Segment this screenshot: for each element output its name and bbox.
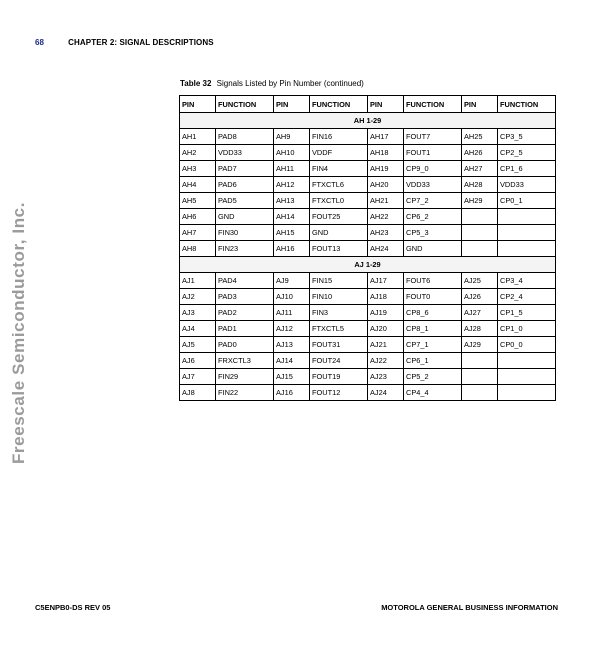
- pin-cell: AH14: [274, 209, 310, 225]
- pin-cell: AH7: [180, 225, 216, 241]
- pin-cell: AJ8: [180, 385, 216, 401]
- pin-cell: AH25: [462, 129, 498, 145]
- function-cell: FIN23: [216, 241, 274, 257]
- function-cell: FIN3: [310, 305, 368, 321]
- function-cell: CP2_4: [498, 289, 556, 305]
- table-header: [180, 96, 556, 113]
- function-cell: FOUT24: [310, 353, 368, 369]
- function-cell: CP8_1: [404, 321, 462, 337]
- column-header: FUNCTION: [216, 96, 274, 113]
- pin-cell: AJ19: [368, 305, 404, 321]
- pin-cell: AH10: [274, 145, 310, 161]
- pin-cell: AH9: [274, 129, 310, 145]
- function-cell: VDDF: [310, 145, 368, 161]
- pin-cell: AH13: [274, 193, 310, 209]
- pin-cell: AJ20: [368, 321, 404, 337]
- pin-cell: AJ13: [274, 337, 310, 353]
- pin-cell: AJ25: [462, 273, 498, 289]
- sidebar-vendor-text: Freescale Semiconductor, Inc.: [9, 201, 28, 465]
- pin-cell: AJ24: [368, 385, 404, 401]
- footer-info: MOTOROLA GENERAL BUSINESS INFORMATION: [381, 603, 558, 612]
- pin-cell: AH3: [180, 161, 216, 177]
- function-cell: FIN30: [216, 225, 274, 241]
- table-row: [180, 177, 556, 193]
- function-cell: FOUT6: [404, 273, 462, 289]
- function-cell: FTXCTL6: [310, 177, 368, 193]
- function-cell: PAD0: [216, 337, 274, 353]
- table-row: [180, 289, 556, 305]
- table-row: [180, 241, 556, 257]
- function-cell: VDD33: [498, 177, 556, 193]
- function-cell: FTXCTL0: [310, 193, 368, 209]
- page-number: 68: [35, 38, 44, 47]
- function-cell: PAD4: [216, 273, 274, 289]
- pin-cell: AJ16: [274, 385, 310, 401]
- group-header-row: [180, 113, 556, 129]
- table-row: [180, 369, 556, 385]
- function-cell: CP0_1: [498, 193, 556, 209]
- pin-cell: [462, 385, 498, 401]
- function-cell: CP5_3: [404, 225, 462, 241]
- table-row: [180, 161, 556, 177]
- table-row: [180, 193, 556, 209]
- pin-cell: AJ3: [180, 305, 216, 321]
- chapter-title: CHAPTER 2: SIGNAL DESCRIPTIONS: [68, 38, 214, 47]
- pin-cell: AH19: [368, 161, 404, 177]
- function-cell: CP7_1: [404, 337, 462, 353]
- column-header: PIN: [368, 96, 404, 113]
- pin-cell: AH29: [462, 193, 498, 209]
- function-cell: FOUT7: [404, 129, 462, 145]
- function-cell: FRXCTL3: [216, 353, 274, 369]
- table-row: [180, 145, 556, 161]
- function-cell: [498, 209, 556, 225]
- function-cell: PAD1: [216, 321, 274, 337]
- pin-cell: [462, 369, 498, 385]
- table-header-row: [180, 96, 556, 113]
- footer-doc-id: C5ENPB0-DS REV 05: [35, 603, 111, 612]
- function-cell: FTXCTL5: [310, 321, 368, 337]
- pin-cell: AH22: [368, 209, 404, 225]
- function-cell: [498, 369, 556, 385]
- pin-cell: AH27: [462, 161, 498, 177]
- table-row: [180, 129, 556, 145]
- function-cell: FOUT19: [310, 369, 368, 385]
- pin-cell: AJ21: [368, 337, 404, 353]
- function-cell: CP7_2: [404, 193, 462, 209]
- table-caption-text: Signals Listed by Pin Number (continued): [216, 79, 364, 88]
- pin-cell: AH20: [368, 177, 404, 193]
- pin-cell: AH16: [274, 241, 310, 257]
- column-header: PIN: [274, 96, 310, 113]
- pin-cell: [462, 225, 498, 241]
- pin-cell: AJ14: [274, 353, 310, 369]
- function-cell: FIN10: [310, 289, 368, 305]
- function-cell: FIN4: [310, 161, 368, 177]
- function-cell: CP8_6: [404, 305, 462, 321]
- function-cell: GND: [310, 225, 368, 241]
- pin-cell: AJ7: [180, 369, 216, 385]
- pin-cell: [462, 241, 498, 257]
- pin-cell: AJ17: [368, 273, 404, 289]
- pin-cell: AJ18: [368, 289, 404, 305]
- pin-cell: AJ5: [180, 337, 216, 353]
- signals-table: [179, 95, 556, 401]
- function-cell: CP2_5: [498, 145, 556, 161]
- pin-cell: AH2: [180, 145, 216, 161]
- function-cell: VDD33: [216, 145, 274, 161]
- function-cell: [498, 241, 556, 257]
- function-cell: FOUT31: [310, 337, 368, 353]
- function-cell: CP9_0: [404, 161, 462, 177]
- pin-cell: AH18: [368, 145, 404, 161]
- pin-cell: AJ15: [274, 369, 310, 385]
- pin-cell: AJ9: [274, 273, 310, 289]
- function-cell: PAD7: [216, 161, 274, 177]
- function-cell: FOUT0: [404, 289, 462, 305]
- function-cell: CP3_4: [498, 273, 556, 289]
- column-header: PIN: [462, 96, 498, 113]
- pin-cell: AH21: [368, 193, 404, 209]
- function-cell: PAD6: [216, 177, 274, 193]
- page-header: [35, 38, 214, 47]
- pin-cell: AJ2: [180, 289, 216, 305]
- pin-cell: AH26: [462, 145, 498, 161]
- pin-cell: AH17: [368, 129, 404, 145]
- pin-cell: AJ6: [180, 353, 216, 369]
- function-cell: CP5_2: [404, 369, 462, 385]
- pin-cell: AJ11: [274, 305, 310, 321]
- column-header: FUNCTION: [404, 96, 462, 113]
- pin-cell: AJ27: [462, 305, 498, 321]
- function-cell: CP1_5: [498, 305, 556, 321]
- function-cell: CP0_0: [498, 337, 556, 353]
- function-cell: FIN29: [216, 369, 274, 385]
- function-cell: CP3_5: [498, 129, 556, 145]
- function-cell: FOUT25: [310, 209, 368, 225]
- function-cell: [498, 225, 556, 241]
- function-cell: CP6_1: [404, 353, 462, 369]
- pin-cell: AH28: [462, 177, 498, 193]
- function-cell: [498, 385, 556, 401]
- group-title: AJ 1-29: [180, 257, 556, 273]
- function-cell: FOUT13: [310, 241, 368, 257]
- function-cell: FIN22: [216, 385, 274, 401]
- table-row: [180, 273, 556, 289]
- table-caption-label: Table 32: [180, 79, 212, 88]
- table-row: [180, 337, 556, 353]
- table-row: [180, 225, 556, 241]
- pin-cell: AJ28: [462, 321, 498, 337]
- pin-cell: AJ1: [180, 273, 216, 289]
- function-cell: CP1_6: [498, 161, 556, 177]
- function-cell: CP6_2: [404, 209, 462, 225]
- pin-cell: AH11: [274, 161, 310, 177]
- table-row: [180, 385, 556, 401]
- function-cell: [498, 353, 556, 369]
- pin-cell: AH4: [180, 177, 216, 193]
- function-cell: FOUT12: [310, 385, 368, 401]
- function-cell: CP4_4: [404, 385, 462, 401]
- table-row: [180, 209, 556, 225]
- pin-cell: AH23: [368, 225, 404, 241]
- pin-cell: AH12: [274, 177, 310, 193]
- column-header: FUNCTION: [498, 96, 556, 113]
- function-cell: FIN15: [310, 273, 368, 289]
- pin-cell: [462, 353, 498, 369]
- pin-cell: AJ23: [368, 369, 404, 385]
- function-cell: CP1_0: [498, 321, 556, 337]
- function-cell: PAD2: [216, 305, 274, 321]
- pin-cell: AJ26: [462, 289, 498, 305]
- function-cell: PAD3: [216, 289, 274, 305]
- group-header-row: [180, 257, 556, 273]
- function-cell: GND: [404, 241, 462, 257]
- pin-cell: AJ22: [368, 353, 404, 369]
- pin-cell: AJ29: [462, 337, 498, 353]
- pin-cell: AH5: [180, 193, 216, 209]
- pin-cell: AH1: [180, 129, 216, 145]
- column-header: PIN: [180, 96, 216, 113]
- pin-cell: AH6: [180, 209, 216, 225]
- table-row: [180, 305, 556, 321]
- pin-cell: AJ12: [274, 321, 310, 337]
- pin-cell: [462, 209, 498, 225]
- function-cell: FOUT1: [404, 145, 462, 161]
- pin-cell: AH15: [274, 225, 310, 241]
- table-caption: [180, 79, 364, 88]
- function-cell: PAD5: [216, 193, 274, 209]
- pin-cell: AJ4: [180, 321, 216, 337]
- column-header: FUNCTION: [310, 96, 368, 113]
- function-cell: PAD8: [216, 129, 274, 145]
- group-title: AH 1-29: [180, 113, 556, 129]
- pin-cell: AH24: [368, 241, 404, 257]
- function-cell: GND: [216, 209, 274, 225]
- pin-cell: AJ10: [274, 289, 310, 305]
- function-cell: VDD33: [404, 177, 462, 193]
- table-body: [180, 113, 556, 401]
- table-row: [180, 353, 556, 369]
- pin-cell: AH8: [180, 241, 216, 257]
- table-row: [180, 321, 556, 337]
- function-cell: FIN16: [310, 129, 368, 145]
